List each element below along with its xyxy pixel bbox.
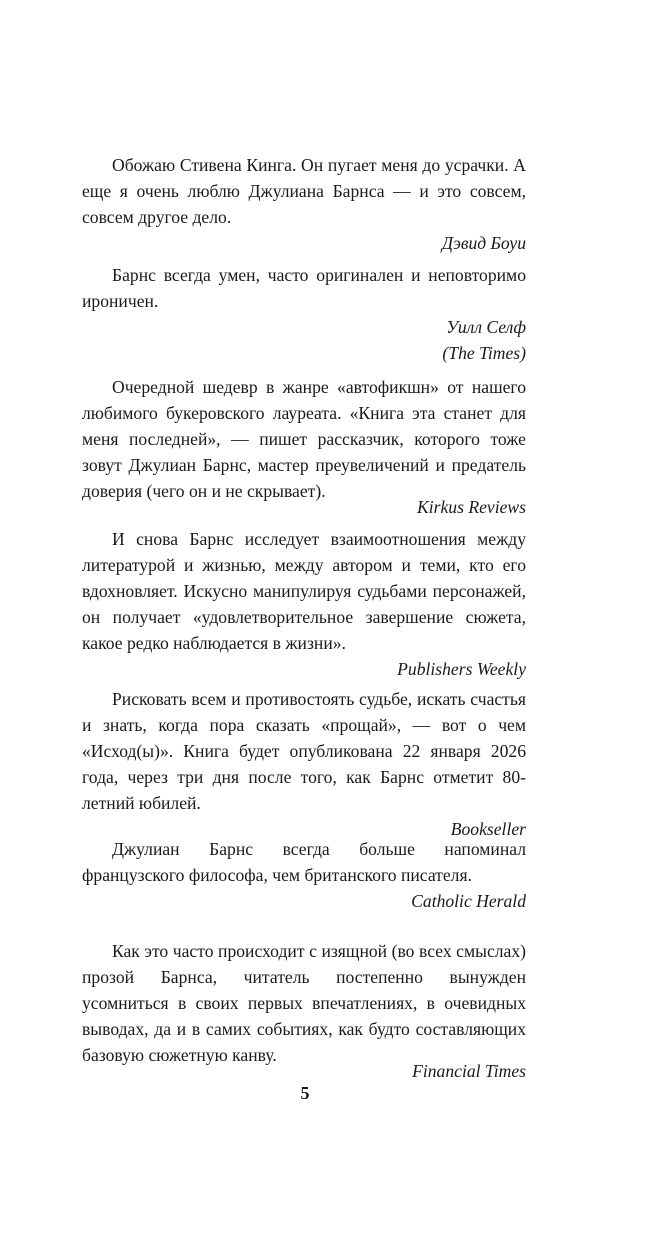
- attribution-author: Catholic Herald: [411, 891, 526, 911]
- page-number: 5: [300, 1083, 310, 1103]
- quote-attribution: [82, 314, 526, 366]
- attribution-author: Bookseller: [450, 819, 526, 839]
- attribution-author: Уилл Селф: [446, 317, 526, 337]
- quote-text: Джулиан Барнс всегда больше напоминал французского философа, чем британского писателя.: [82, 839, 526, 885]
- quote-self: [82, 262, 526, 362]
- quote-attribution: [82, 888, 526, 914]
- quote-attribution: [82, 230, 526, 256]
- quote-bookseller: [82, 686, 526, 839]
- quote-text: Обожаю Стивена Кинга. Он пугает меня до усрачки. А еще я очень люблю Джулиана Барнса — и это совсем, совсем другое дело.: [82, 155, 526, 227]
- quote-text: Рисковать всем и противостоять судьбе, искать счастья и знать, когда пора сказать «прощай», — вот о чем «Исход(ы)». Книга будет опубликована 22 января 2026 года, через три дня после того, как Барнс отметит 80-летний юбилей.: [82, 689, 526, 813]
- quote-kirkus: [82, 374, 526, 517]
- quote-bowie: [82, 152, 526, 252]
- attribution-source: (The Times): [442, 343, 526, 363]
- quote-financial-times: [82, 938, 526, 1084]
- blurb-page: [82, 152, 526, 1084]
- quote-publishers-weekly: [82, 526, 526, 679]
- quote-text: И снова Барнс исследует взаимоотношения между литературой и жизнью, между автором и теми, кто его вдохновляет. Искусно манипулируя судьбами персонажей, он получает «удовлетворительное завершение сюжета, какое редко наблюдается в жизни».: [82, 529, 526, 653]
- quote-text: Барнс всегда умен, часто оригинален и неповторимо ироничен.: [82, 265, 526, 311]
- quote-text: Как это часто происходит с изящной (во всех смыслах) прозой Барнса, читатель постепенно вынужден усомниться в своих первых впечатлениях, в очевидных выводах, да и в самих событиях, как будто составляющих базовую сюжетную канву.: [82, 941, 526, 1065]
- attribution-author: Kirkus Reviews: [417, 497, 526, 517]
- attribution-author: Financial Times: [412, 1061, 526, 1081]
- quote-catholic-herald: [82, 836, 526, 920]
- quote-attribution: [82, 656, 526, 682]
- attribution-author: Дэвид Боуи: [441, 233, 526, 253]
- quote-text: Очередной шедевр в жанре «автофикшн» от нашего любимого букеровского лауреата. «Книга эта станет для меня последней», — пишет рассказчик, которого тоже зовут Джулиан Барнс, мастер преувеличений и предатель доверия (чего он и не скрывает).: [82, 377, 526, 501]
- attribution-author: Publishers Weekly: [397, 659, 526, 679]
